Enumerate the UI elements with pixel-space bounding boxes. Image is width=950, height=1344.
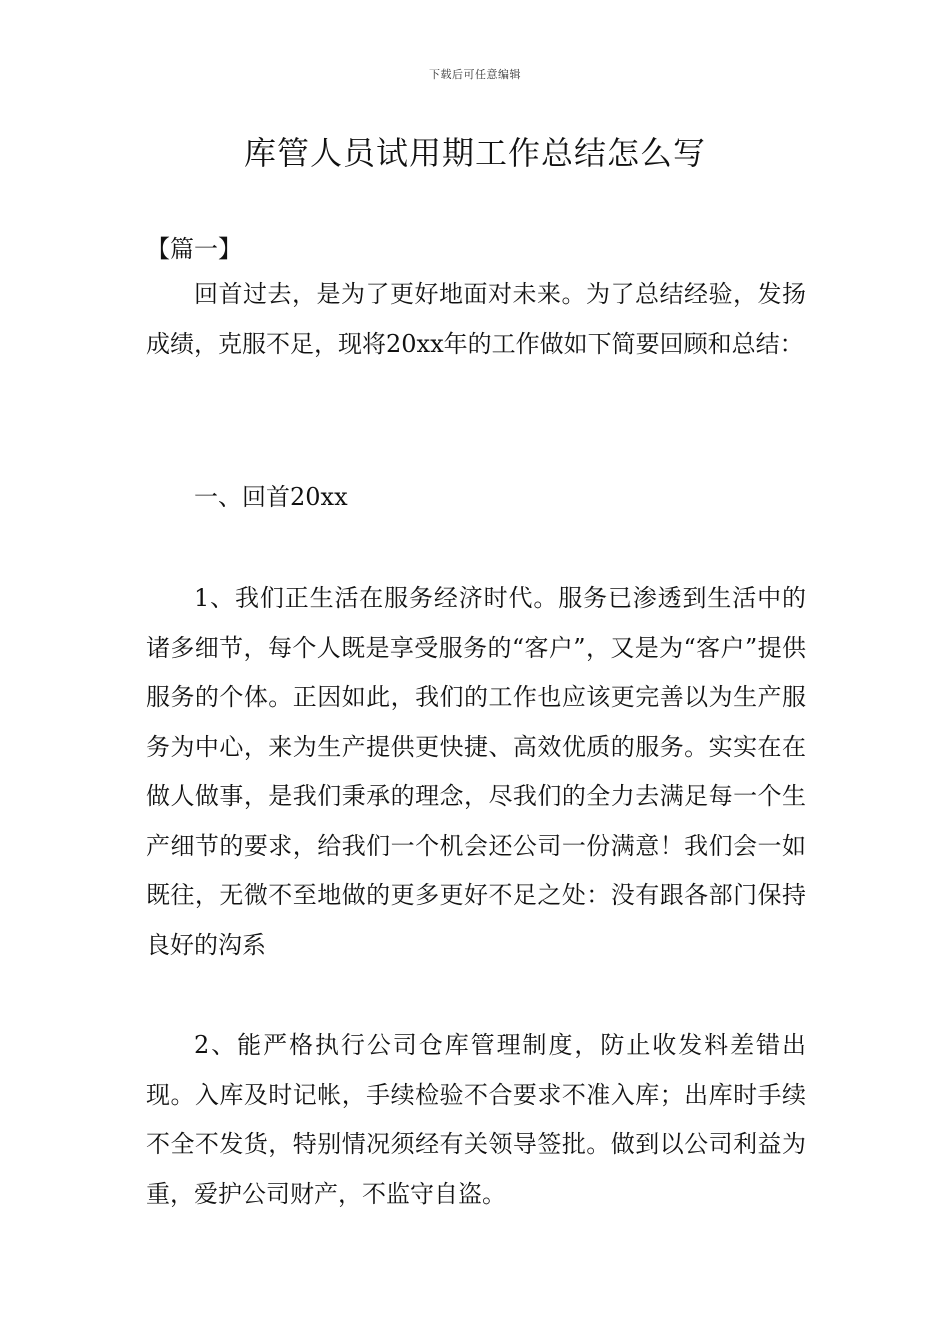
paragraph-heading-review: 一、回首20xx: [194, 483, 348, 511]
document-title: 库管人员试用期工作总结怎么写: [243, 134, 706, 172]
paragraph-point-1: 1、我们正生活在服务经济时代。服务已渗透到生活中的诸多细节，每个人既是享受服务的“客户”，又是为“客户”提供服务的个体。正因如此，我们的工作也应该更完善以为生产服务为中心，来为生产提供更快捷、高效优质的服务。实实在在做人做事，是我们秉承的理念，尽我们的全力去满足每一个生产细节的要求，给我们一个机会还公司一份满意！我们会一如既往，无微不至地做的更多更好不足之处：没有跟各部门保持良好的沟系: [146, 584, 806, 959]
header-note: 下载后可任意编辑: [429, 68, 521, 81]
section-label: 【篇一】: [146, 235, 242, 263]
paragraph-intro: 回首过去，是为了更好地面对未来。为了总结经验，发扬成绩，克服不足，现将20xx年的工作做如下简要回顾和总结：: [146, 280, 806, 358]
paragraph-point-2: 2、能严格执行公司仓库管理制度，防止收发料差错出现。入库及时记帐，手续检验不合要求不准入库；出库时手续不全不发货，特别情况须经有关领导签批。做到以公司利益为重，爱护公司财产，不监守自盗。: [146, 1031, 806, 1208]
